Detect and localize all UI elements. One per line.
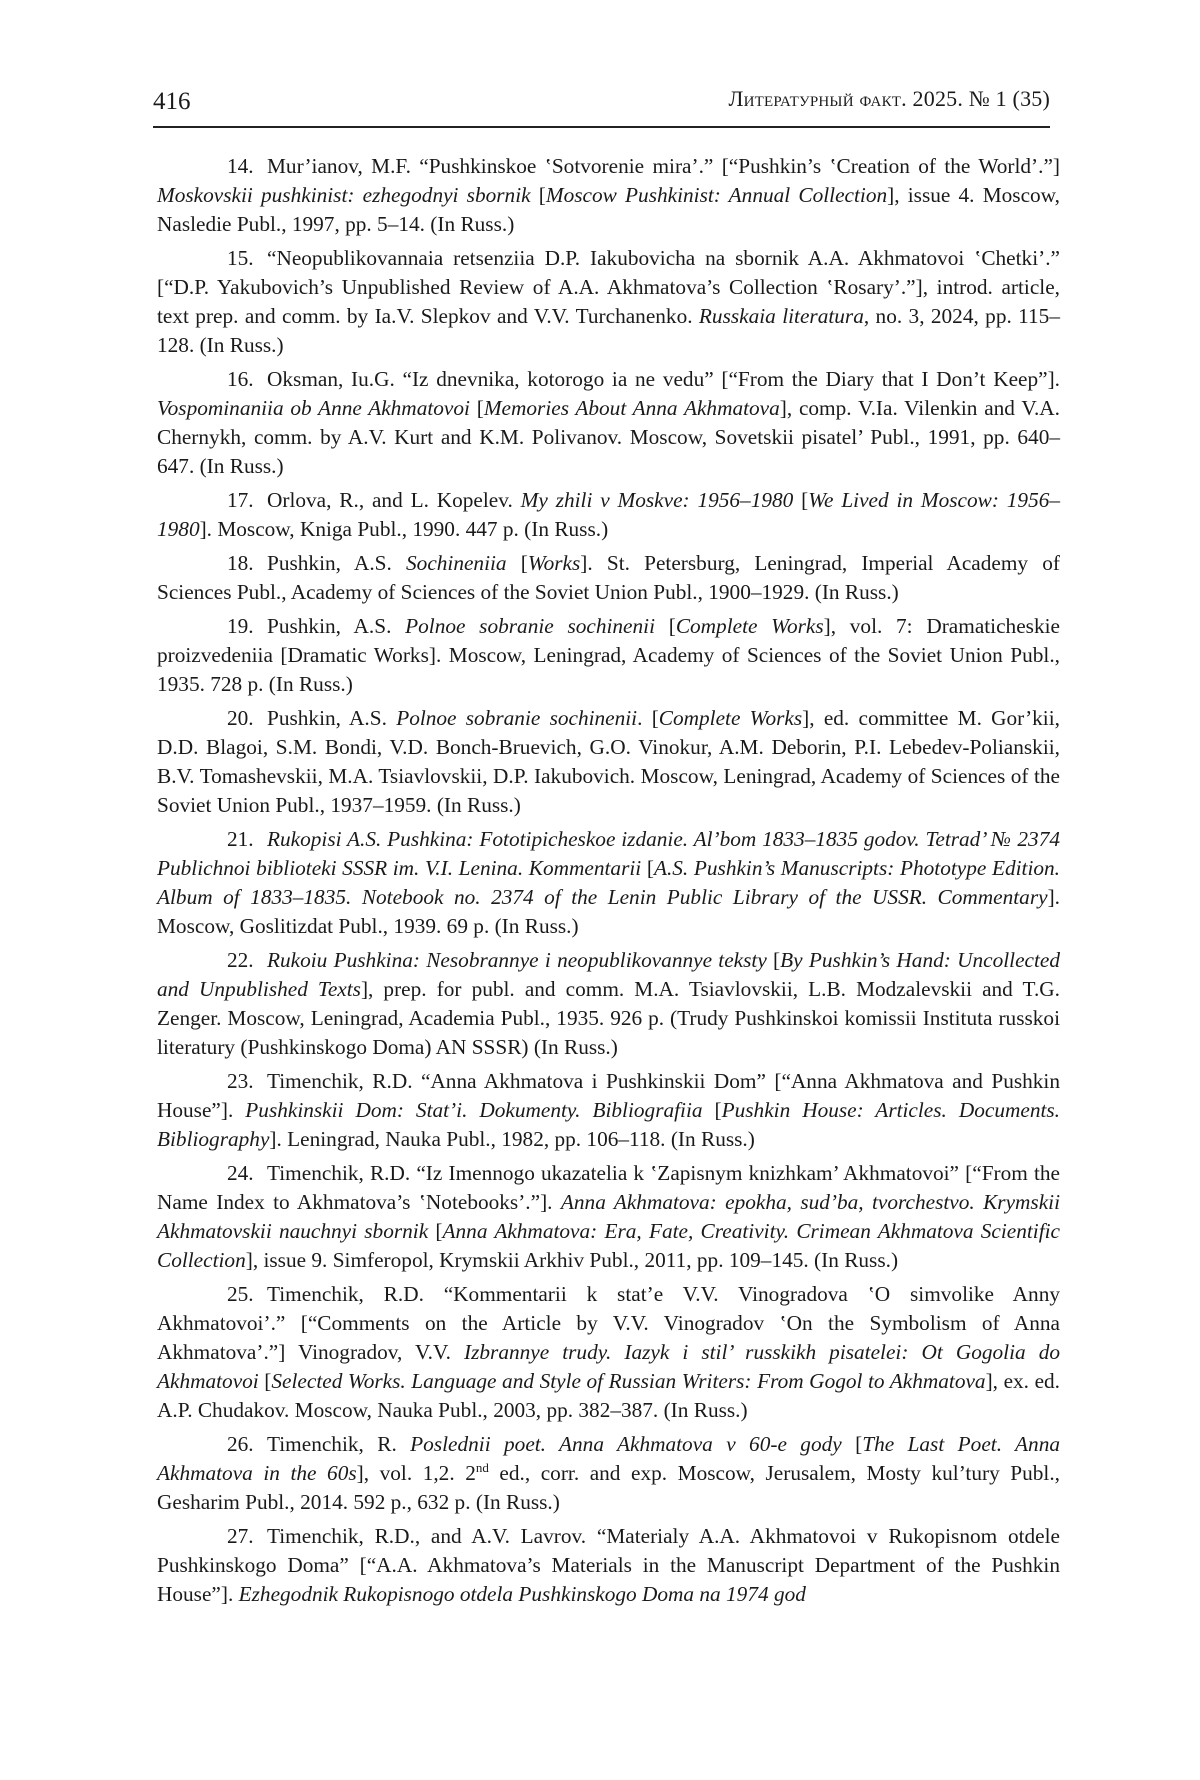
reference-text: ], vol. 7: Dramaticheskie proizvedeniia [Dramatic Works]. Moscow, Leningrad, Academy of Sciences of the Soviet Union Publ., 1935. 728 p. (In Russ.) — [157, 614, 1060, 696]
reference-text: [ — [766, 948, 781, 972]
reference-item — [157, 365, 1060, 481]
reference-item — [157, 612, 1060, 699]
reference-text: ], prep. for publ. and comm. M.A. Tsiavlovskii, L.B. Modzalevskii and T.G. Zenger. Moscow, Leningrad, Academia Publ., 1935. 926 p. (Trudy Pushkinskoi komissii Instituta russkoi literatury (Pushkinskogo Doma) AN SSSR) (In Russ.) — [157, 977, 1060, 1059]
reference-number: 22. — [227, 948, 254, 972]
reference-text: Pushkin, A.S. — [267, 614, 406, 638]
reference-item — [157, 946, 1060, 1062]
reference-number: 26. — [227, 1432, 254, 1456]
reference-title: Complete Works — [675, 614, 824, 638]
reference-number: 17. — [227, 488, 254, 512]
reference-number: 14. — [227, 154, 254, 178]
reference-number: 20. — [227, 706, 254, 730]
reference-text: [ — [530, 183, 546, 207]
reference-text: ]. St. Petersburg, Leningrad, Imperial Academy of Sciences Publ., Academy of Sciences of the Soviet Union Publ., 1900–1929. (In Russ.) — [157, 551, 1060, 604]
reference-text: “Neopublikovannaia retsenziia D.P. Iakubovicha na sbornik A.A. Akhmatovoi ʽChetki’.” [“D.P. Yakubovich’s Unpublished Review of A.A. Akhmatova’s Collection ʽRosary’.”], introd. article, text prep. and comm. by Ia.V. Slepkov and V.V. Turchanenko. — [157, 246, 1060, 328]
reference-title: A.S. Pushkin’s Manuscripts: Phototype Edition. Album of 1833–1835. Notebook no. 2374 of the Lenin Public Library of the USSR. Commentary — [157, 856, 1060, 909]
reference-text: [ — [654, 614, 676, 638]
reference-text: Timenchik, R.D. “Iz Imennogo ukazatelia k ʽZapisnym knizhkam’ Akhmatovoi” [“From the Name Index to Akhmatova’s ʽNotebooks’.”]. — [157, 1161, 1060, 1214]
reference-text: ], vol. 1,2. 2 — [356, 1461, 476, 1485]
reference-text: [ — [641, 856, 654, 880]
reference-number: 18. — [227, 551, 254, 575]
reference-item — [157, 244, 1060, 360]
reference-title: Moskovskii pushkinist: ezhegodnyi sbornik — [157, 183, 531, 207]
reference-title: By Pushkin’s Hand: Uncollected and Unpublished Texts — [157, 948, 1060, 1001]
reference-title: Sochineniia — [406, 551, 507, 575]
reference-text: . [ — [637, 706, 659, 730]
reference-text: Orlova, R., and L. Kopelev. — [267, 488, 521, 512]
reference-text: Timenchik, R.D. “Kommentarii k stat’e V.V. Vinogradova ʽO simvolike Anny Akhmatovoi’.” [“Comments on the Article by V.V. Vinogradov ʽOn the Symbolism of Anna Akhmatova’.”] Vinogradov, V.V. — [157, 1282, 1060, 1364]
reference-text: ed., corr. and exp. Moscow, Jerusalem, Mosty kul’tury Publ., Gesharim Publ., 2014. 592 p., 632 p. (In Russ.) — [157, 1461, 1060, 1514]
reference-number: 27. — [227, 1524, 254, 1548]
reference-text: ]. Leningrad, Nauka Publ., 1982, pp. 106–118. (In Russ.) — [269, 1127, 755, 1151]
reference-number: 16. — [227, 367, 254, 391]
reference-text: Timenchik, R.D., and A.V. Lavrov. “Materialy A.A. Akhmatovoi v Rukopisnom otdele Pushkinskogo Doma” [“A.A. Akhmatova’s Materials in the Manuscript Department of the Pushkin House”]. — [157, 1524, 1060, 1606]
journal-name: Литературный факт — [728, 86, 902, 111]
reference-item — [157, 1280, 1060, 1425]
reference-item — [157, 1522, 1060, 1609]
reference-text: ], issue 9. Simferopol, Krymskii Arkhiv Publ., 2011, pp. 109–145. (In Russ.) — [245, 1248, 899, 1272]
reference-text: [ — [428, 1219, 443, 1243]
reference-title: Anna Akhmatova: epokha, sud’ba, tvorchestvo. Krymskii Akhmatovskii nauchnyi sbornik — [157, 1190, 1061, 1243]
reference-number: 24. — [227, 1161, 254, 1185]
reference-title: Anna Akhmatova: Era, Fate, Creativity. Crimean Akhmatova Scientific Collection — [157, 1219, 1060, 1272]
reference-title: The Last Poet. Anna Akhmatova in the 60s — [157, 1432, 1060, 1485]
reference-title: Poslednii poet. Anna Akhmatova v 60-e gody — [410, 1432, 842, 1456]
reference-title: Polnoe sobranie sochinenii — [405, 614, 655, 638]
reference-item — [157, 152, 1060, 239]
reference-item — [157, 486, 1060, 544]
reference-item — [157, 1430, 1060, 1517]
reference-number: 21. — [227, 827, 254, 851]
reference-text: [ — [258, 1369, 272, 1393]
reference-text: ], comp. V.Ia. Vilenkin and V.A. Chernykh, comm. by A.V. Kurt and K.M. Polivanov. Moscow, Sovetskii pisatel’ Publ., 1991, pp. 640–647. (In Russ.) — [157, 396, 1061, 478]
reference-list — [157, 152, 1060, 1614]
reference-text: Timenchik, R.D. “Anna Akhmatova i Pushkinskii Dom” [“Anna Akhmatova and Pushkin House”]. — [157, 1069, 1060, 1122]
reference-title: My zhili v Moskve: 1956–1980 — [520, 488, 794, 512]
reference-title: Rukopisi A.S. Pushkina: Fototipicheskoe izdanie. Al’bom 1833–1835 godov. Tetrad’ № 2374 Publichnoi biblioteki SSSR im. V.I. Lenina. Kommentarii — [157, 827, 1060, 880]
reference-text: Oksman, Iu.G. “Iz dnevnika, kotorogo ia ne vedu” [“From the Diary that I Don’t Keep”]. — [267, 367, 1060, 391]
reference-title: Selected Works. Language and Style of Russian Writers: From Gogol to Akhmatova — [271, 1369, 986, 1393]
reference-title: Complete Works — [658, 706, 803, 730]
reference-text: Mur’ianov, M.F. “Pushkinskoe ʽSotvorenie mira’.” [“Pushkin’s ʽCreation of the World’.”] — [267, 154, 1060, 178]
reference-text: ], ex. ed. A.P. Chudakov. Moscow, Nauka Publ., 2003, pp. 382–387. (In Russ.) — [157, 1369, 1060, 1422]
reference-item — [157, 549, 1060, 607]
reference-title: Memories About Anna Akhmatova — [483, 396, 780, 420]
journal-issue: . 2025. № 1 (35) — [901, 86, 1050, 111]
reference-title: Russkaia literatura — [698, 304, 864, 328]
reference-text: nd — [475, 1459, 489, 1475]
running-header — [153, 82, 1050, 128]
reference-number: 15. — [227, 246, 254, 270]
reference-text: [ — [702, 1098, 722, 1122]
reference-text: [ — [469, 396, 484, 420]
reference-title: Pushkin House: Articles. Documents. Bibliography — [157, 1098, 1060, 1151]
reference-item — [157, 1159, 1060, 1275]
reference-number: 23. — [227, 1069, 254, 1093]
page-number: 416 — [153, 88, 191, 115]
journal-title — [728, 86, 1050, 112]
reference-title: Works — [527, 551, 581, 575]
reference-text: [ — [841, 1432, 863, 1456]
reference-text: [ — [793, 488, 809, 512]
reference-title: Vospominaniia ob Anne Akhmatovoi — [157, 396, 470, 420]
reference-title: Pushkinskii Dom: Stat’i. Dokumenty. Bibliografiia — [245, 1098, 703, 1122]
reference-text: ]. Moscow, Goslitizdat Publ., 1939. 69 p. (In Russ.) — [157, 885, 1060, 938]
reference-text: [ — [506, 551, 528, 575]
reference-text: Timenchik, R. — [267, 1432, 411, 1456]
reference-item — [157, 704, 1060, 820]
reference-number: 19. — [227, 614, 254, 638]
reference-text: ], issue 4. Moscow, Nasledie Publ., 1997, pp. 5–14. (In Russ.) — [157, 183, 1060, 236]
reference-number: 25. — [227, 1282, 254, 1306]
reference-title: Rukoiu Pushkina: Nesobrannye i neopublikovannye teksty — [267, 948, 767, 972]
reference-item — [157, 1067, 1060, 1154]
reference-text: , no. 3, 2024, pp. 115–128. (In Russ.) — [157, 304, 1060, 357]
reference-text: ], ed. committee M. Gor’kii, D.D. Blagoi, S.M. Bondi, V.D. Bonch-Bruevich, G.O. Vinokur, A.M. Deborin, P.I. Lebedev-Polianskii, B.V. Tomashevskii, M.A. Tsiavlovskii, D.P. Iakubovich. Moscow, Leningrad, Academy of Sciences of the Soviet Union Publ., 1937–1959. (In Russ.) — [157, 706, 1060, 817]
reference-title: Moscow Pushkinist: Annual Collection — [545, 183, 888, 207]
reference-text: Pushkin, A.S. — [267, 706, 397, 730]
reference-text: Pushkin, A.S. — [267, 551, 407, 575]
reference-title: Ezhegodnik Rukopisnogo otdela Pushkinskogo Doma na 1974 god — [238, 1582, 806, 1606]
reference-title: We Lived in Moscow: 1956–1980 — [157, 488, 1061, 541]
reference-title: Polnoe sobranie sochinenii — [396, 706, 638, 730]
reference-title: Izbrannye trudy. Iazyk i stil’ russkikh pisatelei: Ot Gogolia do Akhmatovoi — [157, 1340, 1060, 1393]
reference-item — [157, 825, 1060, 941]
reference-text: ]. Moscow, Kniga Publ., 1990. 447 p. (In Russ.) — [199, 517, 609, 541]
